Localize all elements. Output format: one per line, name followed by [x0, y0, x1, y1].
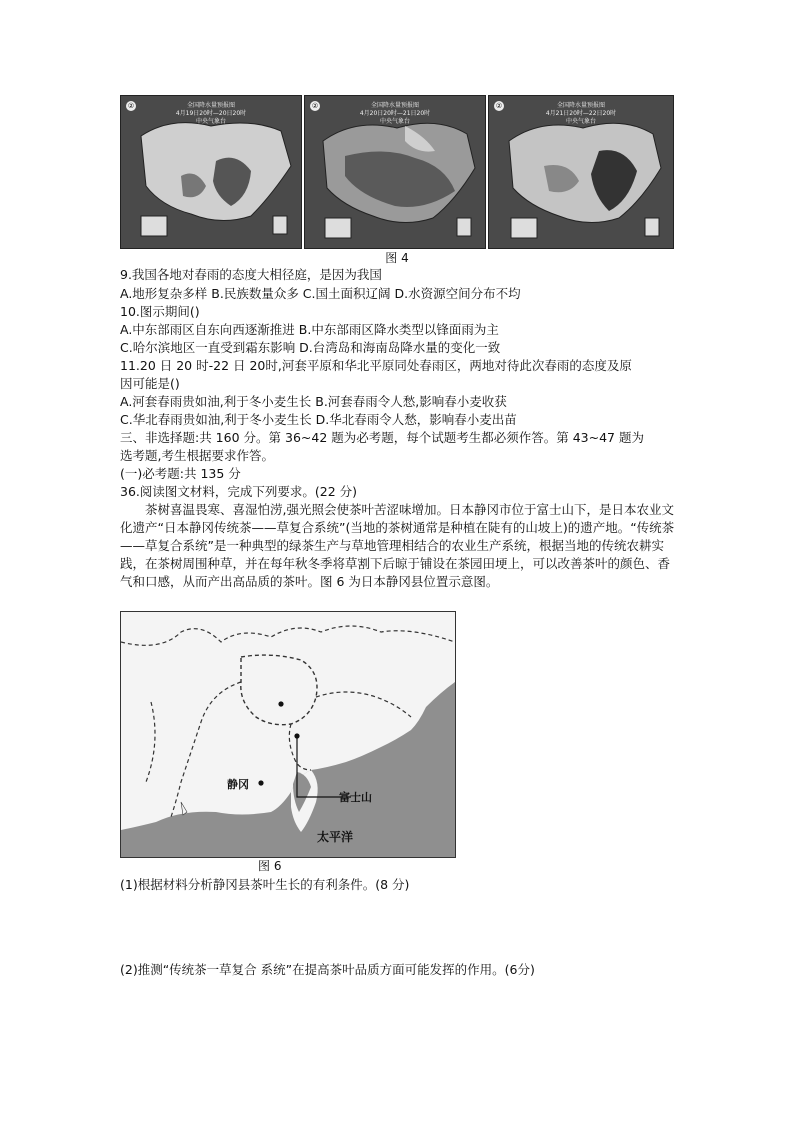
q36-sub1: (1)根据材料分析静冈县茶叶生长的有利条件。(8 分): [120, 877, 410, 892]
figure-4-caption: 图 4: [385, 251, 409, 265]
shizuoka-map-drawing: [121, 612, 455, 857]
precip-map-1: [120, 95, 302, 249]
q10-options-cd: C.哈尔滨地区一直受到霜东影响 D.台湾岛和海南岛降水量的变化一致: [120, 340, 501, 355]
section3-subheading: (一)必考题:共 135 分: [120, 466, 241, 481]
q11-options-cd: C.华北春雨贵如油,利于冬小麦生长 D.华北春雨令人愁，影响春小麦出苗: [120, 412, 517, 427]
figure-6-map: [120, 611, 456, 858]
q11-stem-line2: 因可能是(): [120, 376, 180, 391]
section3-heading-line2: 选考题,考生根据要求作答。: [120, 448, 274, 463]
map-3-title: 全国降水量预报图 4月21日20时—22日20时 中央气象台: [545, 102, 617, 125]
q36-material: 茶树喜温畏寒、喜湿怕涝,强光照会使茶叶苦涩味增加。日本静冈市位于富士山下，是日本农业文化遗产“日本静冈传统茶——草复合系统”(当地的茶树通常是种植在陡有的山坡上)的遗产地。“传统茶——草复合系统”是一种典型的绿茶生产与草地管理相结合的农业生产系统，根据当地的传统农耕实践，在茶树周围种草，并在每年秋冬季将草割下后晾于铺设在茶园田埂上，可以改善茶叶的颜色、香气和口感，从而产出高品质的茶叶。图 6 为日本静冈县位置示意图。: [120, 502, 675, 589]
q10-options-ab: A.中东部雨区自东向西逐渐推进 B.中东部雨区降水类型以锋面雨为主: [120, 322, 499, 337]
precip-map-2: [304, 95, 486, 249]
q11-options-ab: A.河套春雨贵如油,利于冬小麦生长 B.河套春雨令人愁,影响春小麦收获: [120, 394, 507, 409]
q11-stem-line1: 11.20 日 20 时-22 日 20时,河套平原和华北平原同处春雨区，两地对待此次春雨的态度及原: [120, 358, 632, 373]
figure-6-caption: 图 6: [258, 859, 282, 873]
section3-heading-line1: 三、非选择题:共 160 分。第 36~42 题为必考题，每个试题考生都必须作答。第 43~47 题为: [120, 430, 644, 445]
q9-options: A.地形复杂多样 B.民族数量众多 C.国土面积辽阔 D.水资源空间分布不均: [120, 286, 521, 301]
q9-stem: 9.我国各地对春雨的态度大相径庭，是因为我国: [120, 267, 382, 282]
label-shizuoka: 静冈: [227, 778, 249, 791]
q36-sub2: (2)推测“传统茶一草复合 系统”在提高茶叶品质方面可能发挥的作用。(6分): [120, 962, 535, 977]
precip-map-3: [488, 95, 674, 249]
map-2-number: ②: [311, 102, 319, 110]
map-1-number: ②: [127, 102, 135, 110]
map-3-number: ②: [495, 102, 503, 110]
q10-stem: 10.图示期间(): [120, 304, 200, 319]
q36-stem: 36.阅读图文材料，完成下列要求。(22 分): [120, 484, 358, 499]
label-mt-fuji: 富士山: [339, 791, 372, 804]
map-1-title: 全国降水量预报图 4月19日20时—20日20时 中央气象台: [175, 102, 247, 125]
map-2-title: 全国降水量预报图 4月20日20时—21日20时 中央气象台: [359, 102, 431, 125]
label-pacific-ocean: 太平洋: [317, 830, 354, 844]
figure-4-maps: [120, 95, 672, 247]
